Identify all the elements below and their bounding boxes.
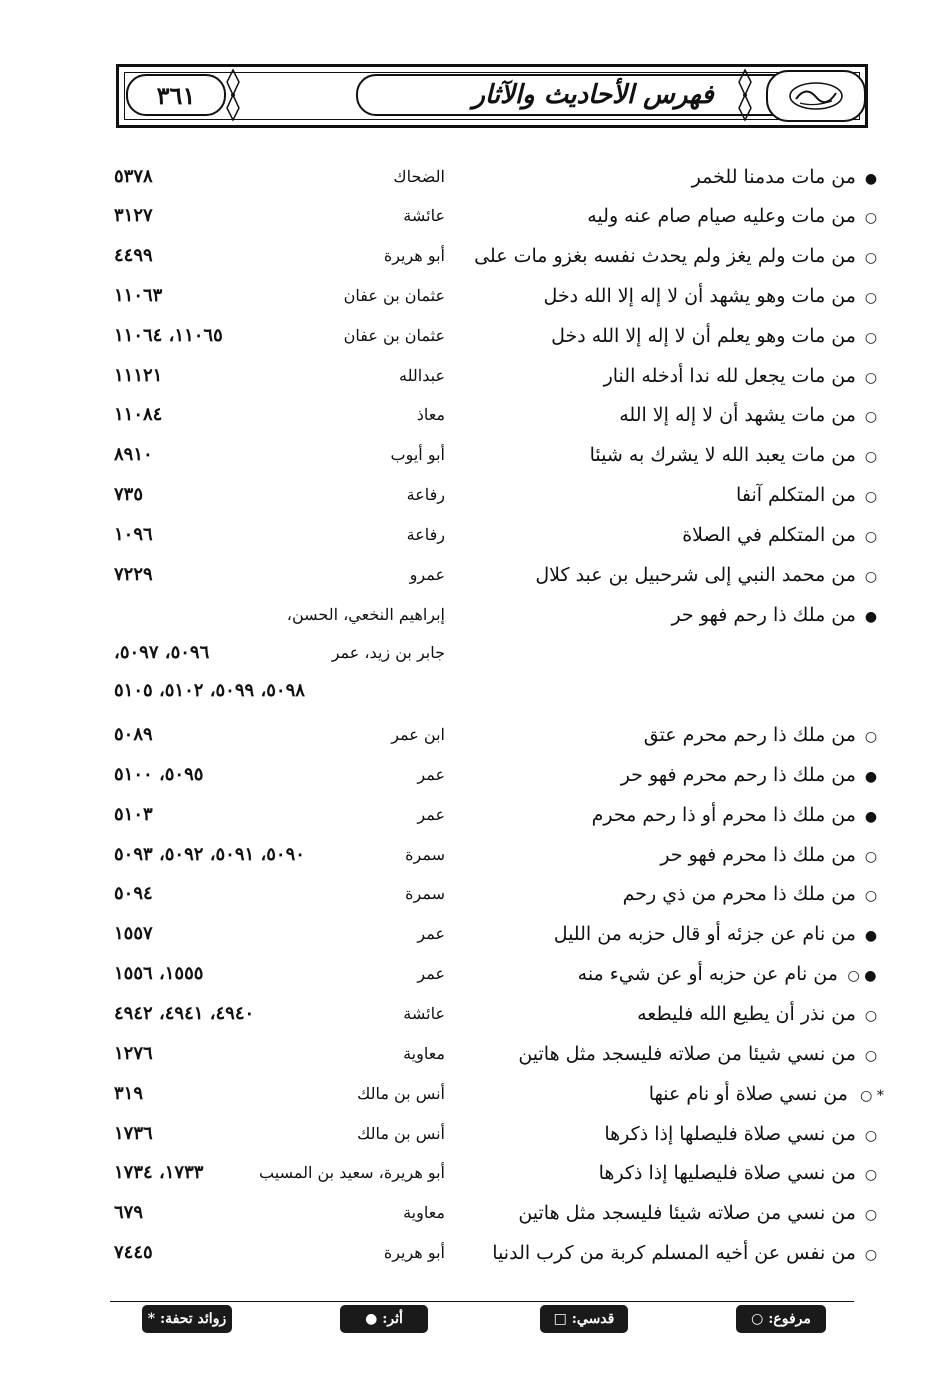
hadith-numbers: ١٠٩٦ — [114, 524, 153, 545]
list-item — [0, 1194, 940, 1232]
hadith-numbers: ٥٠٨٩ — [114, 724, 153, 745]
type-mark: ○ — [864, 370, 878, 386]
type-mark: ○ — [864, 409, 878, 425]
hadith-numbers: ١٧٣٣، ١٧٣٤ — [114, 1162, 204, 1183]
narrator: ابن عمر — [391, 725, 445, 744]
hadith-numbers: ١١١٢١ — [114, 365, 163, 386]
hadith-numbers: ٧٢٢٩ — [114, 564, 153, 585]
hadith-numbers: ١١٠٦٣ — [114, 285, 163, 306]
footer-divider — [110, 1301, 854, 1302]
list-item — [0, 596, 940, 634]
page-title: فهرس الأحاديث والآثار — [472, 80, 714, 110]
narrator: عمر — [417, 924, 445, 943]
hadith-text: ○ من نفس عن أخيه المسلم كربة من كرب الدنيا — [460, 1234, 880, 1272]
list-item — [0, 556, 940, 594]
hadith-numbers: ٥٠٩٥، ٥١٠٠ — [114, 764, 204, 785]
narrator: عمرو — [409, 565, 445, 584]
hadith-numbers: ١٧٣٦ — [114, 1123, 153, 1144]
hadith-numbers: ٤٤٩٩ — [114, 245, 153, 266]
list-item — [0, 357, 940, 395]
narrator: عمر — [417, 765, 445, 784]
hadith-text: ○ من نذر أن يطيع الله فليطعه — [460, 995, 880, 1033]
hadith-text: ○ من مات وعليه صيام صام عنه وليه — [460, 197, 880, 235]
list-item — [0, 277, 940, 315]
hadith-text: ○ من مات وهو يشهد أن لا إله إلا الله دخل — [460, 277, 880, 315]
narrator: سمرة — [405, 884, 445, 903]
hadith-text: ○ من مات يجعل لله ندا أدخله النار — [460, 357, 880, 395]
narrator: رفاعة — [406, 485, 445, 504]
type-mark: ○ — [864, 1128, 878, 1144]
hadith-text: ● من نام عن جزئه أو قال حزبه من الليل — [460, 915, 880, 953]
list-item — [0, 1035, 940, 1073]
list-item — [0, 396, 940, 434]
list-item — [0, 796, 940, 834]
type-mark: ● ○ — [847, 968, 877, 984]
hadith-text: ○ من المتكلم في الصلاة — [460, 516, 880, 554]
hadith-text: ○ من نسي شيئا من صلاته فليسجد مثل هاتين — [460, 1035, 880, 1073]
type-mark: ● — [864, 609, 878, 625]
narrator: رفاعة — [406, 525, 445, 544]
hadith-numbers: ١٥٥٧ — [114, 923, 153, 944]
narrator: عمر — [417, 805, 445, 824]
type-mark: ○ — [864, 1008, 878, 1024]
list-item — [0, 436, 940, 474]
narrator: الضحاك — [393, 167, 445, 186]
hadith-text: ○ من المتكلم آنفا — [460, 476, 880, 514]
narrator: عائشة — [403, 1004, 445, 1023]
list-item — [0, 955, 940, 993]
type-mark: ○ — [864, 1167, 878, 1183]
narrator: أبو هريرة — [383, 246, 445, 265]
hadith-text: ○ من مات يشهد أن لا إله إلا الله — [460, 396, 880, 434]
hadith-text: ○ من ملك ذا محرم فهو حر — [460, 836, 880, 874]
hadith-text: ○ من مات يعبد الله لا يشرك به شيئا — [460, 436, 880, 474]
hadith-numbers: ٤٩٤٠، ٤٩٤١، ٤٩٤٢ — [114, 1003, 255, 1024]
hadith-numbers: ٨٩١٠ — [114, 444, 153, 465]
hadith-text: ● من ملك ذا رحم فهو حر — [460, 596, 880, 634]
hadith-text: ○ من نسي صلاة فليصليها إذا ذكرها — [460, 1154, 880, 1192]
hadith-numbers: ٥٣٧٨ — [114, 166, 153, 187]
type-mark: ○ — [864, 290, 878, 306]
narrator: إبراهيم النخعي، الحسن، — [286, 605, 445, 624]
list-item — [0, 756, 940, 794]
hadith-text: ● ○ من نام عن حزبه أو عن شيء منه — [460, 955, 880, 993]
hadith-numbers: ٣١٢٧ — [114, 205, 153, 226]
type-mark: ○ — [864, 529, 878, 545]
hadith-numbers: ١١٠٦٥، ١١٠٦٤ — [114, 325, 223, 346]
type-mark: ● — [864, 171, 878, 187]
legend-athar: أثر: ● — [340, 1305, 428, 1333]
type-mark: ○ — [864, 250, 878, 266]
list-item — [0, 516, 940, 554]
hadith-numbers: ٥١٠٣ — [114, 804, 153, 825]
type-mark: ● — [864, 809, 878, 825]
hadith-numbers-continuation: ٥٠٩٦، ٥٠٩٧، — [114, 642, 210, 663]
type-mark: ○ — [864, 489, 878, 505]
hadith-numbers: ٥٠٩٠، ٥٠٩١، ٥٠٩٢، ٥٠٩٣ — [114, 844, 305, 865]
hadith-text: * ○ من نسي صلاة أو نام عنها — [470, 1075, 890, 1113]
type-mark: ○ — [864, 569, 878, 585]
type-mark: ○ — [864, 1247, 878, 1263]
hadith-numbers: ١٢٧٦ — [114, 1043, 153, 1064]
narrator: عائشة — [403, 206, 445, 225]
hadith-numbers: ٦٧٩ — [114, 1202, 144, 1223]
type-mark: ○ — [864, 330, 878, 346]
narrator: سمرة — [405, 845, 445, 864]
list-item — [0, 476, 940, 514]
hadith-text: ○ من نسي صلاة فليصلها إذا ذكرها — [460, 1115, 880, 1153]
type-mark: ● — [864, 769, 878, 785]
narrator: أبو هريرة — [383, 1243, 445, 1262]
list-item — [0, 1075, 940, 1113]
legend-qudsi: قدسي: □ — [540, 1305, 628, 1333]
hadith-text: ○ من نسي من صلاته شيئا فليسجد مثل هاتين — [460, 1194, 880, 1232]
narrator: معاوية — [403, 1044, 445, 1063]
list-item — [0, 1234, 940, 1272]
page-number: ٣٦١ — [156, 80, 196, 110]
narrator: عبدالله — [399, 366, 445, 385]
hadith-numbers: ٥٠٩٤ — [114, 883, 153, 904]
type-mark: ○ — [864, 1207, 878, 1223]
list-item — [0, 1115, 940, 1153]
list-item — [0, 197, 940, 235]
narrator: أنس بن مالك — [357, 1124, 445, 1143]
type-mark: * ○ — [860, 1088, 884, 1104]
hadith-numbers: ٧٤٤٥ — [114, 1242, 153, 1263]
list-item — [0, 875, 940, 913]
hadith-text: ○ من مات ولم يغز ولم يحدث نفسه بغزو مات على — [460, 237, 880, 275]
list-item — [0, 158, 940, 196]
type-mark: ○ — [864, 1048, 878, 1064]
narrator: عمر — [417, 964, 445, 983]
hadith-text: ○ من مات وهو يعلم أن لا إله إلا الله دخل — [460, 317, 880, 355]
hadith-numbers: ١١٠٨٤ — [114, 404, 163, 425]
hadith-text: ○ من ملك ذا محرم من ذي رحم — [460, 875, 880, 913]
list-item — [0, 1154, 940, 1192]
hadith-numbers — [114, 596, 364, 634]
hadith-text: ● من مات مدمنا للخمر — [460, 158, 880, 196]
narrator: معاوية — [403, 1203, 445, 1222]
hadith-numbers: ٧٣٥ — [114, 484, 144, 505]
type-mark: ○ — [864, 449, 878, 465]
legend-marfu: مرفوع: ○ — [736, 1305, 826, 1333]
hadith-text: ○ من محمد النبي إلى شرحبيل بن عبد كلال — [460, 556, 880, 594]
narrator: أبو هريرة، سعيد بن المسيب — [259, 1163, 445, 1182]
list-item — [0, 995, 940, 1033]
narrator: عثمان بن عفان — [343, 286, 445, 305]
type-mark: ○ — [864, 888, 878, 904]
narrator-continuation: جابر بن زيد، عمر — [331, 643, 445, 662]
narrator: أبو أيوب — [390, 445, 445, 464]
hadith-numbers: ٣١٩ — [114, 1083, 144, 1104]
list-item — [0, 915, 940, 953]
type-mark: ○ — [864, 210, 878, 226]
list-item — [0, 836, 940, 874]
narrator: معاذ — [416, 405, 445, 424]
hadith-text: ● من ملك ذا محرم أو ذا رحم محرم — [460, 796, 880, 834]
list-item — [0, 237, 940, 275]
type-mark: ● — [864, 928, 878, 944]
hadith-numbers: ١٥٥٥، ١٥٥٦ — [114, 963, 204, 984]
hadith-text: ○ من ملك ذا رحم محرم عتق — [460, 716, 880, 754]
narrator: عثمان بن عفان — [343, 326, 445, 345]
narrator: أنس بن مالك — [357, 1084, 445, 1103]
type-mark: ○ — [864, 849, 878, 865]
hadith-text: ● من ملك ذا رحم محرم فهو حر — [460, 756, 880, 794]
type-mark: ○ — [864, 729, 878, 745]
hadith-numbers-continuation: ٥٠٩٨، ٥٠٩٩، ٥١٠٢، ٥١٠٥ — [114, 680, 305, 701]
list-item — [0, 317, 940, 355]
legend-zawaid: زوائد تحفة: * — [142, 1305, 232, 1333]
list-item — [0, 716, 940, 754]
